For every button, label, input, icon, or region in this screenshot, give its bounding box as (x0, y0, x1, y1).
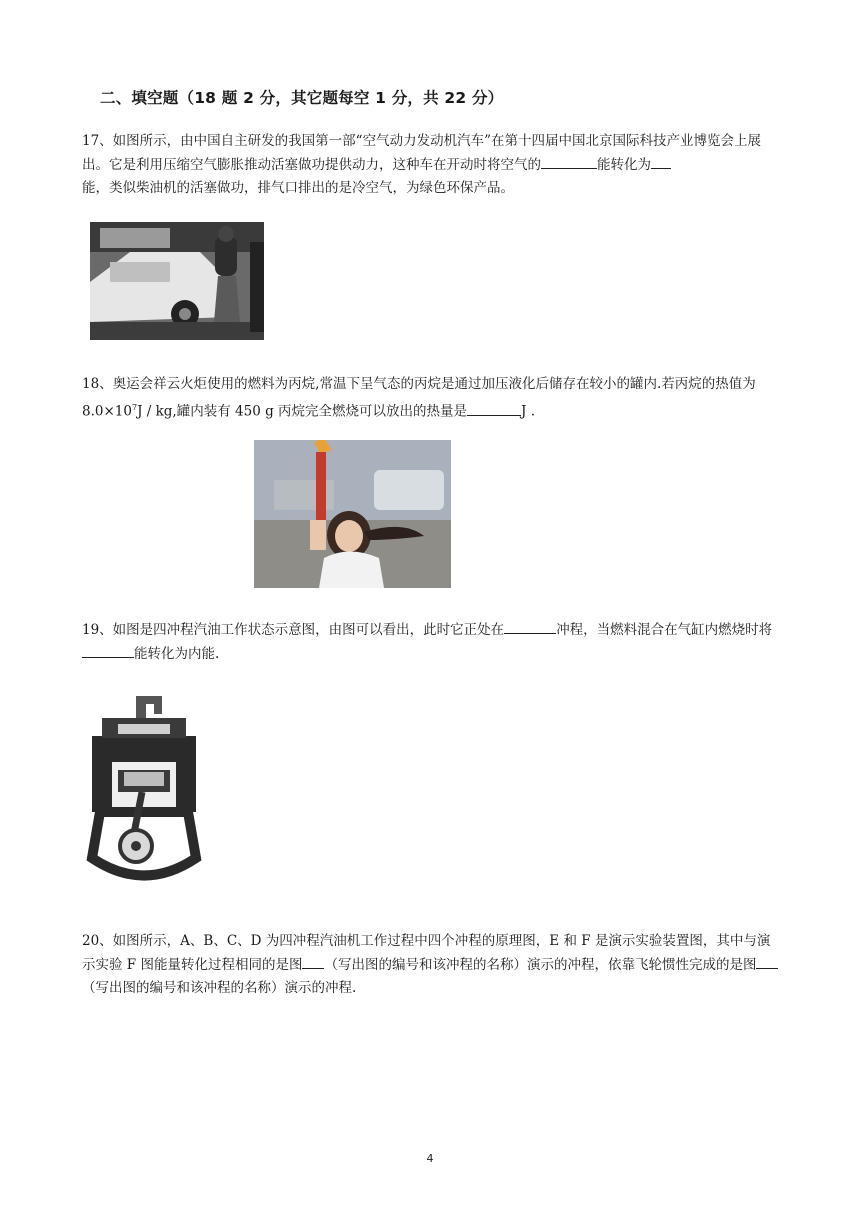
q17-blank-1 (541, 153, 597, 169)
q17-text-3: 能，类似柴油机的活塞做功，排气口排出的是冷空气，为绿色环保产品。 (82, 180, 514, 196)
question-18 (82, 373, 782, 424)
q19-text-1: 19、如图是四冲程汽油工作状态示意图，由图可以看出，此时它正处在 (82, 622, 505, 638)
q17-blank-2 (651, 153, 671, 169)
page-number: 4 (426, 1152, 434, 1165)
section-heading: 二、填空题（18 题 2 分，其它题每空 1 分，共 22 分） (100, 89, 504, 107)
q17-text-2: 能转化为 (597, 157, 651, 173)
q18-text-3: J . (521, 403, 536, 420)
q20-text-1: 20、如图所示，A、B、C、D 为四冲程汽油机工作过程中四个冲程的原理图，E 和 F 是演示实验装置图，其中与演示实验 F 图能量转化过程相同的是图 (82, 933, 771, 973)
four-stroke-engine-diagram (84, 688, 204, 898)
q17-text-1: 17、如图所示，由中国自主研发的我国第一部“空气动力发动机汽车”在第十四届中国北京国际科技产业博览会上展出。它是利用压缩空气膨胀推动活塞做功提供动力，这种车在开动时将空气的 (82, 133, 761, 173)
question-17 (82, 130, 782, 200)
q20-blank-1 (302, 953, 324, 969)
air-powered-car-photo (90, 222, 264, 340)
question-20 (82, 930, 782, 1000)
q18-text-2: J / kg,罐内装有 450 g 丙烷完全燃烧可以放出的热量是 (137, 403, 468, 420)
q19-text-2: 冲程，当燃料混合在气缸内燃烧时将 (556, 622, 773, 638)
q19-blank-2 (82, 642, 134, 658)
q19-text-3: 能转化为内能. (134, 646, 220, 662)
q18-exponent: 7 (131, 403, 138, 412)
q19-blank-1 (504, 618, 556, 634)
q18-text-1: 18、奥运会祥云火炬使用的燃料为丙烷,常温下呈气态的丙烷是通过加压液化后储存在较小的罐内.若丙烷的热值为 8.0×10 (82, 376, 756, 420)
olympic-torch-photo (254, 440, 451, 588)
q20-text-3: （写出图的编号和该冲程的名称）演示的冲程. (82, 980, 357, 996)
q20-blank-2 (756, 953, 778, 969)
question-19 (82, 618, 782, 666)
q18-blank-1 (467, 400, 521, 416)
q20-text-2: （写出图的编号和该冲程的名称）演示的冲程，依靠飞轮惯性完成的是图 (324, 957, 757, 973)
